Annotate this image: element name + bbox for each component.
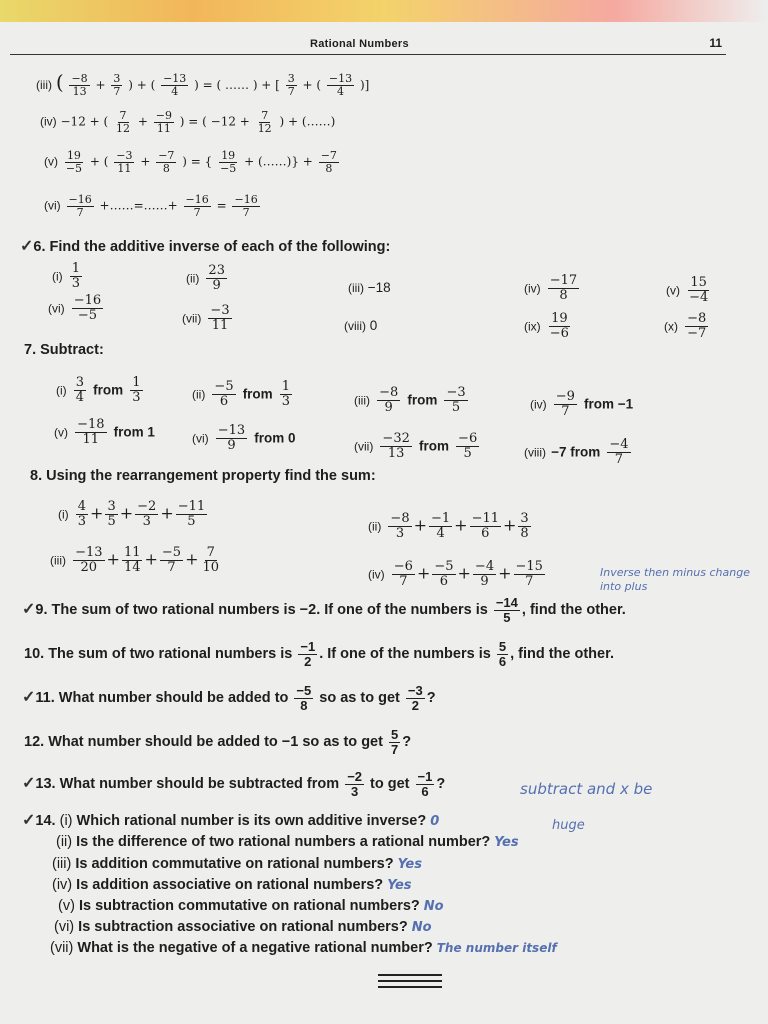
handwritten-note-q9: Inverse then minus change into plus [600, 566, 750, 593]
q6-item-v: (v) $\frac{15}{-4}$ [666, 275, 709, 305]
handwritten-note-q14: huge [552, 818, 585, 833]
fraction: $\frac{-8}{13}$ [71, 72, 88, 98]
q6-item-iv: (iv) $\frac{-17}{8}$ [524, 273, 578, 303]
fraction: $\frac{-3}{11}$ [116, 149, 133, 175]
q10: 10. The sum of two rational numbers is $\frac{-1}{2}$ . If one of the numbers is $\frac{5}{6}$ , find the other. [24, 639, 614, 669]
handwritten-answer: The number itself [436, 941, 557, 955]
q14-item-i: ✓14. (i) Which rational number is its own additive inverse? 0 [22, 812, 440, 829]
running-title: Rational Numbers [310, 38, 409, 50]
q14-item-vii: (vii) What is the negative of a negative rational number? The number itself [50, 940, 557, 956]
section-end-rule [378, 980, 442, 982]
fraction: $\frac{23}{9}$ [208, 263, 225, 293]
q9: ✓9. The sum of two rational numbers is −2. If one of the numbers is $\frac{-14}{5}$ , find the other. [22, 595, 626, 625]
q8-item-iv: (iv) $\frac{-6}{7}$ + $\frac{-5}{6}$ + $\frac{-4}{9}$ + $\frac{-15}{7}$ [368, 559, 543, 589]
q5-part-iii: (iii) ( $\frac{-8}{13}$ + $\frac{3}{7}$ ) + ( $\frac{-13}{4}$ ) = ( …… ) + [ $\frac{3}{7}$ + ( $\frac{-13}{4}$ )] [36, 70, 370, 98]
fraction: $\frac{19}{-5}$ [220, 149, 237, 175]
q7-item-iv: (iv) $\frac{-9}{7}$ from −1 [530, 389, 634, 419]
section-end-rule [378, 974, 442, 976]
fraction: $\frac{3}{7}$ [287, 72, 295, 98]
q7-item-vi: (vi) $\frac{-13}{9}$ from 0 [192, 423, 296, 453]
fraction: $\frac{-16}{7}$ [234, 193, 258, 219]
q7-item-viii: (viii) −7 from $\frac{-4}{7}$ [524, 437, 629, 467]
q14-item-iv: (iv) Is addition associative on rational numbers? Yes [52, 877, 412, 893]
fraction: $\frac{-8}{-7}$ [687, 311, 707, 341]
q5-part-iv: (iv) −12 + ( $\frac{7}{12}$ + $\frac{-9}{11}$ ) = ( −12 + $\frac{7}{12}$ ) + (……) [40, 109, 336, 135]
fraction: $\frac{19}{-5}$ [65, 149, 83, 175]
q14-item-iii: (iii) Is addition commutative on rational numbers? Yes [52, 856, 422, 872]
q6-item-vi: (vi) $\frac{-16}{-5}$ [48, 293, 102, 323]
q7-item-i: (i) $\frac{3}{4}$ from $\frac{1}{3}$ [56, 375, 141, 405]
fraction: $\frac{7}{12}$ [257, 109, 272, 135]
handwritten-answer: No [423, 899, 444, 914]
section-end-rule [378, 986, 442, 988]
q6-item-viii: (viii) 0 [344, 318, 378, 333]
fraction: $\frac{-7}{8}$ [320, 149, 337, 175]
q7-item-vii: (vii) $\frac{-32}{13}$ from $\frac{-6}{5}$ [354, 431, 478, 461]
q7-heading: 7. Subtract: [24, 342, 104, 358]
fraction: $\frac{7}{12}$ [116, 109, 131, 135]
q8-item-ii: (ii) $\frac{-8}{3}$ + $\frac{-1}{4}$ + $\frac{-11}{6}$ + $\frac{3}{8}$ [368, 511, 529, 541]
fraction: $\frac{19}{-6}$ [549, 311, 569, 341]
q5-part-v: (v) $\frac{19}{-5}$ + ( $\frac{-3}{11}$ + $\frac{-7}{8}$ ) = { $\frac{19}{-5}$ + (……)} + $\frac{-7}{8}$ [44, 149, 337, 175]
handwritten-answer: 0 [430, 814, 440, 829]
check-mark-icon: ✓ [22, 812, 36, 829]
handwritten-answer: Yes [387, 878, 412, 893]
check-mark-icon: ✓ [22, 774, 36, 792]
q7-item-ii: (ii) $\frac{-5}{6}$ from $\frac{1}{3}$ [192, 379, 291, 409]
handwritten-answer: Yes [397, 857, 422, 872]
check-mark-icon: ✓ [20, 238, 34, 255]
fraction: $\frac{-16}{7}$ [185, 193, 209, 219]
q14-item-v: (v) Is subtraction commutative on rational numbers? No [58, 898, 444, 914]
handwritten-answer: No [411, 920, 432, 935]
fraction: $\frac{-9}{11}$ [155, 109, 172, 135]
fraction: $\frac{-16}{-5}$ [73, 293, 102, 323]
fraction: $\frac{3}{7}$ [113, 72, 121, 98]
q8-item-iii: (iii) $\frac{-13}{20}$ + $\frac{11}{14}$ + $\frac{-5}{7}$ + $\frac{7}{10}$ [50, 545, 220, 575]
handwritten-note-q13: subtract and x be [520, 780, 653, 798]
fraction: $\frac{1}{3}$ [71, 261, 81, 291]
handwritten-answer: Yes [494, 835, 519, 850]
q6-item-ii: (ii) $\frac{23}{9}$ [186, 263, 225, 293]
page-top-edge [0, 0, 768, 22]
q13: ✓13. What number should be subtracted from $\frac{-2}{3}$ to get $\frac{-1}{6}$ ? [22, 769, 446, 799]
check-mark-icon: ✓ [22, 688, 36, 706]
q8-heading: 8. Using the rearrangement property find the sum: [30, 468, 376, 484]
check-mark-icon: ✓ [22, 600, 36, 618]
q5-part-vi: (vi) $\frac{-16}{7}$ +……=……+ $\frac{-16}{7}$ = $\frac{-16}{7}$ [44, 193, 258, 219]
fraction: $\frac{-16}{7}$ [68, 193, 92, 219]
fraction: $\frac{-13}{4}$ [163, 72, 187, 98]
fraction: $\frac{-13}{4}$ [328, 72, 353, 98]
fraction: $\frac{-7}{8}$ [158, 149, 175, 175]
q14-item-ii: (ii) Is the difference of two rational numbers a rational number? Yes [56, 834, 519, 850]
q6-heading: ✓6. Find the additive inverse of each of the following: [20, 238, 391, 255]
q7-item-iii: (iii) $\frac{-8}{9}$ from $\frac{-3}{5}$ [354, 385, 466, 415]
page-number: 11 [709, 36, 722, 50]
q6-item-vii: (vii) $\frac{-3}{11}$ [182, 303, 230, 333]
q6-item-i: (i) $\frac{1}{3}$ [52, 261, 81, 291]
fraction: $\frac{15}{-4}$ [689, 275, 709, 305]
q11: ✓11. What number should be added to $\frac{-5}{8}$ so as to get $\frac{-3}{2}$ ? [22, 683, 436, 713]
q6-item-ix: (ix) $\frac{19}{-6}$ [524, 311, 569, 341]
q6-item-iii: (iii) −18 [348, 280, 391, 295]
q7-item-v: (v) $\frac{-18}{11}$ from 1 [54, 417, 155, 447]
page-header [10, 36, 726, 55]
q6-item-x: (x) $\frac{-8}{-7}$ [664, 311, 707, 341]
q12: 12. What number should be added to −1 so as to get $\frac{5}{7}$ ? [24, 727, 412, 757]
q8-item-i: (i) $\frac{4}{3}$ + $\frac{3}{5}$ + $\frac{-2}{3}$ + $\frac{-11}{5}$ [58, 499, 206, 529]
fraction: $\frac{-3}{11}$ [210, 303, 230, 333]
q14-item-vi: (vi) Is subtraction associative on rational numbers? No [54, 919, 432, 935]
fraction: $\frac{-17}{8}$ [549, 273, 578, 303]
